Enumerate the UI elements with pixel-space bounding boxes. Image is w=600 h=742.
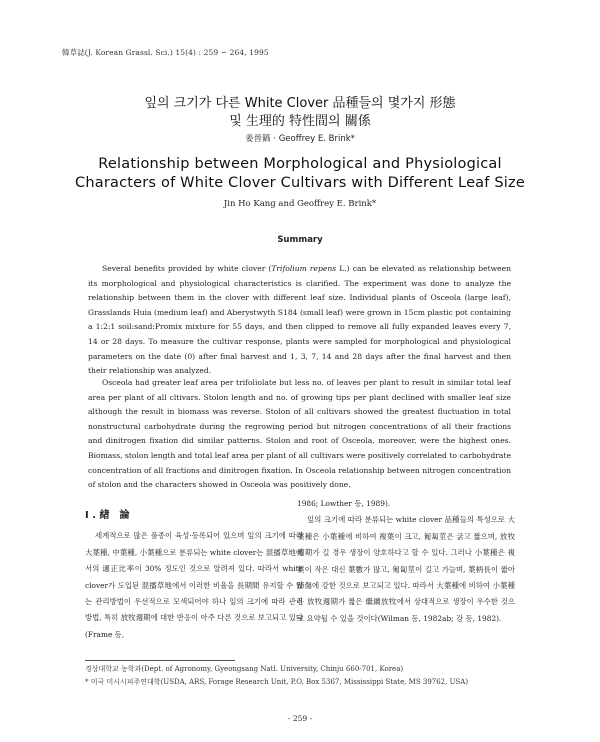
abstract-p1-rest: L.) can be elevated as relationship between its morphological and physiological characteristics is clarified. The experiment was done to analyze the relationship between them in the clover with different leaf size. Individual plants of Osceola (large leaf), Grasslands Huia (medium leaf) and Aberystwyth S184 (small leaf) were grown in 15cm plastic pot containing a 1:2:1 soil:sand:Promix mixture for 55 days, and then clipped to remove all fully expanded leaves every 7, 14 or 28 days. To measure the cultivar response, plants were sampled for morphological and physiological parameters on the date (0) after final harvest and 1, 3, 7, 14 and 28 days after the final harvest and then their relationship was analyzed. [88,264,512,376]
intro-right-continuation: 1986; Lowther 등, 1989). [297,499,391,508]
footnote-affiliation-1: 경상대학교 농학과(Dept. of Agronomy, Gyeongsang Natl. University, Chinju 660-701, Korea) [85,665,404,673]
summary-heading: Summary [277,235,323,245]
korean-title-line2: 및 生理的 特性間의 關係 [229,114,371,129]
intro-right-column [297,496,515,627]
abstract-paragraph-1 [88,262,511,379]
english-authors: Jin Ho Kang and Geoffrey E. Brink* [223,199,377,209]
page-number: - 259 - [287,714,313,723]
intro-heading: I . 緖 論 [85,510,130,521]
species-name: Trifolium repens [271,264,337,273]
korean-title-line1: 잎의 크기가 다른 White Clover 品種들의 몇가지 形態 [144,96,456,111]
english-title-line2: Characters of White Clover Cultivars with Different Leaf Size [75,175,525,191]
english-title-line1: Relationship between Morphological and Physiological [98,156,502,172]
abstract-paragraph-2: Osceola had greater leaf area per trifoliolate but less no. of leaves per plant to result in similar total leaf area per plant of all cltivars. Stolon length and no. of growing tips per plant declined with smaller leaf size although the result in biomass was reverse. Stolon of all cultivars showed the greatest fluctuation in total nonstructural carbohydrate during the regrowing period but nitrogen concentrations of all their fractions and dinitrogen fixation did similar patterns. Stolon and root of Osceola, moreover, were the highest ones. Biomass, stolon length and total leaf area per plant of all cultivars were positively correlated to carbohydrate concentration of all fractions and dinitrogen fixation. In Osceola relationship between nitrogen concentration of stolon and the characters showed in Osceola was positively done. [88,378,511,490]
intro-left-column [85,508,303,643]
intro-right-paragraph: 잎의 크기에 따라 분류되는 white clover 品種들의 특성으로 大葉種은 小葉種에 비하여 複葉이 크고, 匍匐莖은 굵고 짧으며, 放牧週期가 길 경우 생장이 양호하다고 할 수 있다. 그러나 小葉種은 複葉이 작은 대신 葉數가 많고, 匍匐莖이 길고 가늘며, 葉柄長이 짧아 蹄傷에 강한 것으로 보고되고 있다. 따라서 大葉種에 비하여 小葉種은 放牧週期가 짧은 繼續放牧에서 상대적으로 생장이 우수한 것으로 요약될 수 있을 것이다(Wilman 등, 1982ab; 강 등, 1982). [297,515,515,623]
abstract-p1-start: Several benefits provided by white clover ( [102,264,272,273]
footnote-affiliation-2: * 미국 미시시피주연대학(USDA, ARS, Forage Research Unit, P.O. Box 5367, Mississippi State, MS 39762, USA) [85,678,469,686]
intro-left-paragraph: 세계적으로 많은 품종이 육성·등록되어 있으며 잎의 크기에 따라 大葉種, 中葉種, 小葉種으로 분류되는 white clover는 混播草地에서의 適正比率이 30% 정도인 것으로 알려져 있다. 따라서 white clover가 도입된 混播草地에서 이러한 비율을 長期間 유지할 수 있는 관리방법이 우선적으로 모색되어야 하나 잎의 크기에 따라 관리방법, 특히 放牧週期에 대한 반응이 아주 다른 것으로 보고되고 있다(Frame 등, [85,531,303,639]
journal-citation: 韓草誌(J. Korean Grassl. Sci.) 15(4) : 259 ~ 264, 1995 [62,48,269,57]
korean-authors: 姜晉鎬 · Geoffrey E. Brink* [245,134,355,144]
footnote-divider [85,660,235,661]
